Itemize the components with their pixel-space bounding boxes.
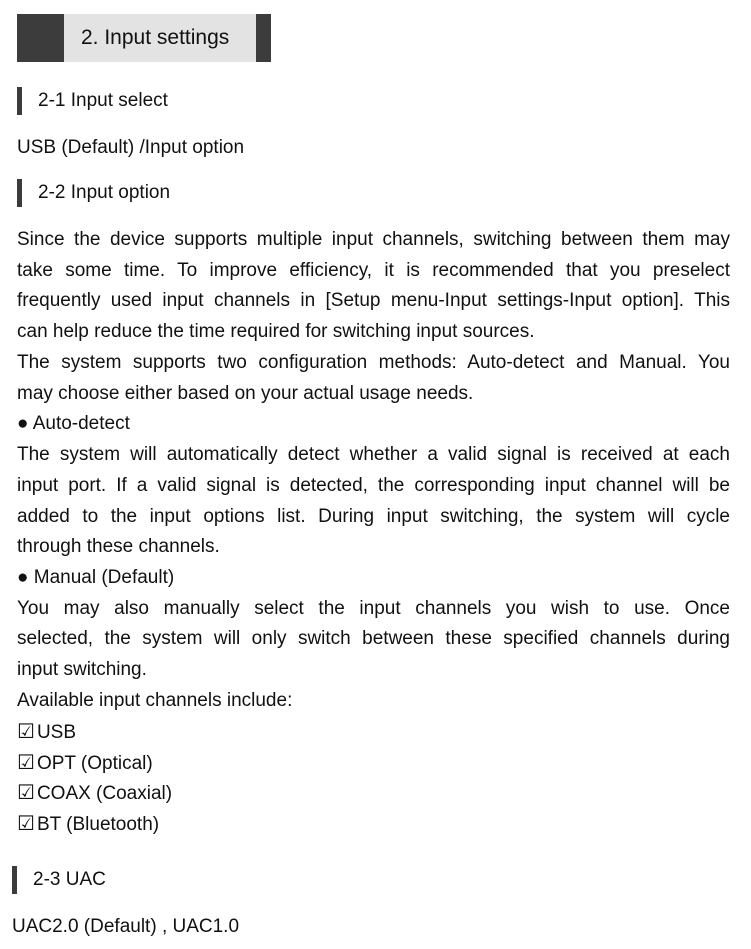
section-heading-label: 2-1 Input select xyxy=(38,90,168,111)
checkbox-checked-icon: ☑ xyxy=(17,782,35,804)
channel-item-usb xyxy=(17,721,76,744)
uac-value: UAC2.0 (Default) , UAC1.0 xyxy=(12,916,240,937)
checkbox-checked-icon: ☑ xyxy=(17,752,35,774)
chapter-header xyxy=(17,14,271,62)
paragraph-line: The system supports two configuration methods: Auto-detect and Manual. You xyxy=(17,352,730,373)
paragraph-line: frequently used input channels in [Setup menu-Input settings-Input option]. This xyxy=(17,290,730,311)
channel-item-bt xyxy=(17,813,159,836)
channels-intro: Available input channels include: xyxy=(17,690,293,711)
checkbox-checked-icon: ☑ xyxy=(17,813,35,835)
paragraph-line: can help reduce the time required for switching input sources. xyxy=(17,321,535,342)
paragraph-line: through these channels. xyxy=(17,536,220,557)
paragraph-line: input port. If a valid signal is detected, the corresponding input channel will be xyxy=(17,475,730,496)
chapter-title: 2. Input settings xyxy=(81,26,230,49)
channel-label: COAX (Coaxial) xyxy=(36,783,173,804)
paragraph-line: You may also manually select the input channels you wish to use. Once xyxy=(17,598,730,619)
chapter-header-left-block xyxy=(17,14,64,62)
section-marker xyxy=(17,87,22,115)
paragraph-line: added to the input options list. During input switching, the system will cycle xyxy=(17,506,730,527)
channel-label: OPT (Optical) xyxy=(36,753,153,774)
section-marker xyxy=(12,866,17,894)
section-heading-label: 2-2 Input option xyxy=(38,182,171,203)
channel-label: BT (Bluetooth) xyxy=(36,814,160,835)
paragraph-line: selected, the system will only switch between these specified channels during xyxy=(17,628,730,649)
paragraph-line: input switching. xyxy=(17,659,147,680)
channel-label: USB xyxy=(36,722,77,743)
bullet-auto-detect: ● Auto-detect xyxy=(17,413,130,434)
section-heading-label: 2-3 UAC xyxy=(33,869,106,890)
checkbox-checked-icon: ☑ xyxy=(17,721,35,743)
bullet-manual: ● Manual (Default) xyxy=(17,567,175,588)
channel-item-coax xyxy=(17,782,172,805)
paragraph-line: The system will automatically detect whether a valid signal is received at each xyxy=(17,444,730,465)
chapter-header-right-block xyxy=(256,14,271,62)
paragraph-line: Since the device supports multiple input channels, switching between them may xyxy=(17,229,730,250)
input-select-value: USB (Default) /Input option xyxy=(17,137,245,158)
paragraph-line: may choose either based on your actual usage needs. xyxy=(17,383,474,404)
section-marker xyxy=(17,179,22,207)
paragraph-line: take some time. To improve efficiency, it is recommended that you preselect xyxy=(17,260,730,281)
channel-item-opt xyxy=(17,752,153,775)
